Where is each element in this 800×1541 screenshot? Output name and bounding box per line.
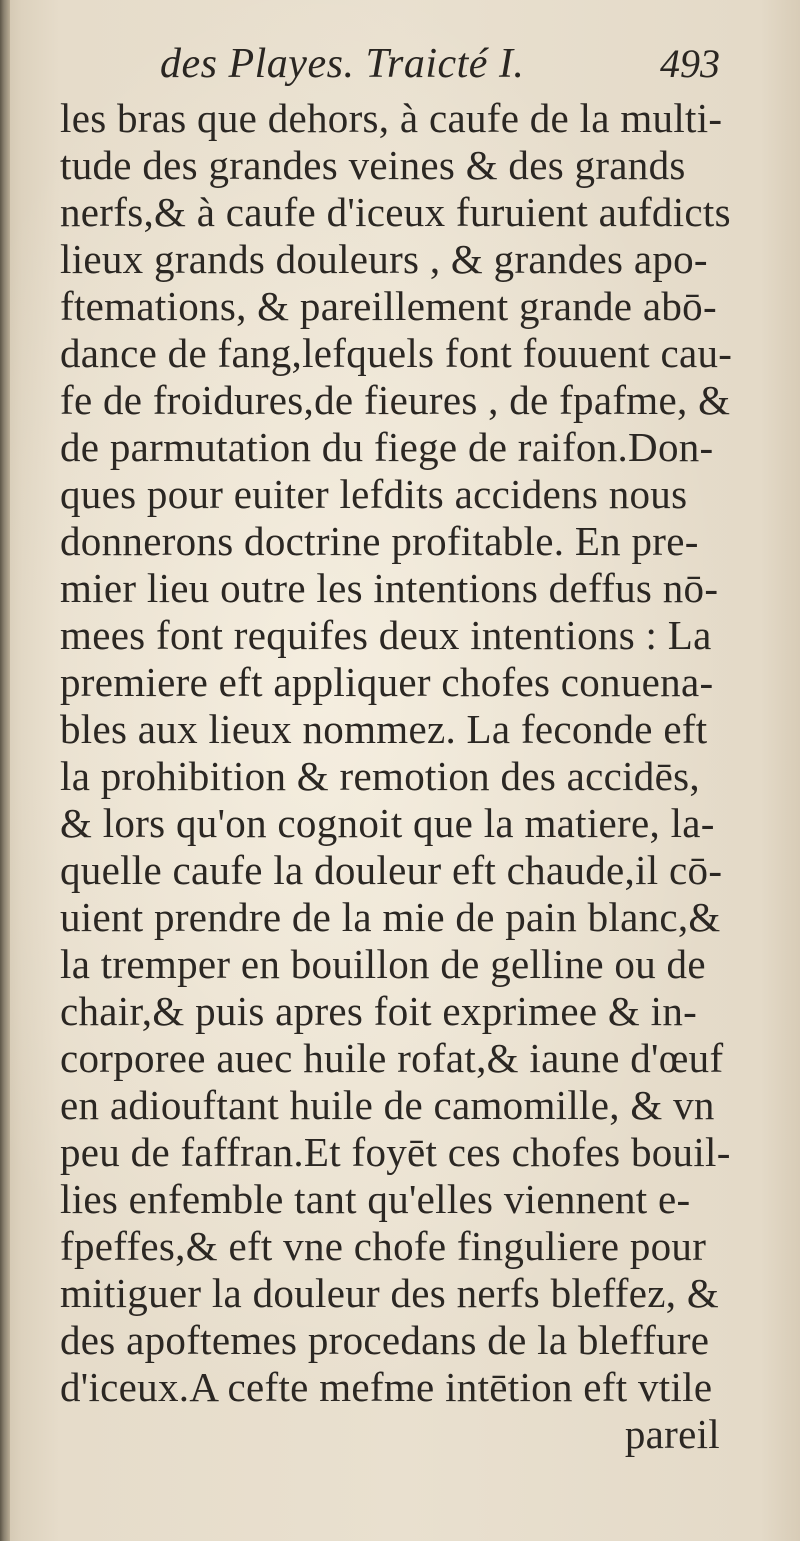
- text-line: des apoftemes procedans de la bleffure: [60, 1317, 710, 1363]
- text-line: en adiouftant huile de camomille, & vn: [60, 1082, 715, 1128]
- catchword: pareil: [624, 1411, 720, 1457]
- text-line: la tremper en bouillon de gelline ou de: [60, 941, 706, 987]
- text-line: fe de froidures,de fieures , de fpafme, &: [60, 377, 731, 423]
- page-header: [160, 40, 720, 100]
- text-line: corporee auec huile rofat,& iaune d'œuf: [60, 1035, 724, 1081]
- text-line: & lors qu'on cognoit que la matiere, la-: [60, 800, 715, 846]
- text-line: d'iceux.A cefte mefme intētion eft vtile: [60, 1364, 713, 1410]
- text-line: fpeffes,& eft vne chofe finguliere pour: [60, 1223, 707, 1269]
- body-text: [60, 95, 733, 1458]
- text-line: quelle caufe la douleur eft chaude,il cō-: [60, 847, 723, 893]
- text-line: lies enfemble tant qu'elles viennent e-: [60, 1176, 691, 1222]
- text-line: nerfs,& à caufe d'iceux furuient aufdicts: [60, 189, 731, 235]
- text-line: bles aux lieux nommez. La feconde eft: [60, 706, 708, 752]
- text-line: premiere eft appliquer chofes conuena-: [60, 659, 714, 705]
- text-line: mees font requifes deux intentions : La: [60, 612, 712, 658]
- text-line: lieux grands douleurs , & grandes apo-: [60, 236, 708, 282]
- text-line: uient prendre de la mie de pain blanc,&: [60, 894, 721, 940]
- page-binding-edge: [0, 0, 10, 1541]
- text-line: donnerons doctrine profitable. En pre-: [60, 518, 699, 564]
- text-line: chair,& puis apres foit exprimee & in-: [60, 988, 698, 1034]
- text-line: mitiguer la douleur des nerfs bleffez, &: [60, 1270, 720, 1316]
- page-number: 493: [660, 41, 720, 86]
- text-line: tude des grandes veines & des grands: [60, 142, 686, 188]
- text-line: les bras que dehors, à caufe de la multi-: [60, 95, 723, 141]
- text-line: de parmutation du fiege de raifon.Don-: [60, 424, 714, 470]
- text-line: ftemations, & pareillement grande abō-: [60, 283, 717, 329]
- text-line: dance de fang,lefquels font fouuent cau-: [60, 330, 733, 376]
- text-line: la prohibition & remotion des accidēs,: [60, 753, 700, 799]
- text-line: ques pour euiter lefdits accidens nous: [60, 471, 688, 517]
- text-line: peu de faffran.Et foyēt ces chofes bouil-: [60, 1129, 731, 1175]
- running-title: des Playes. Traicté I.: [160, 41, 525, 87]
- text-line: mier lieu outre les intentions deffus nō-: [60, 565, 719, 611]
